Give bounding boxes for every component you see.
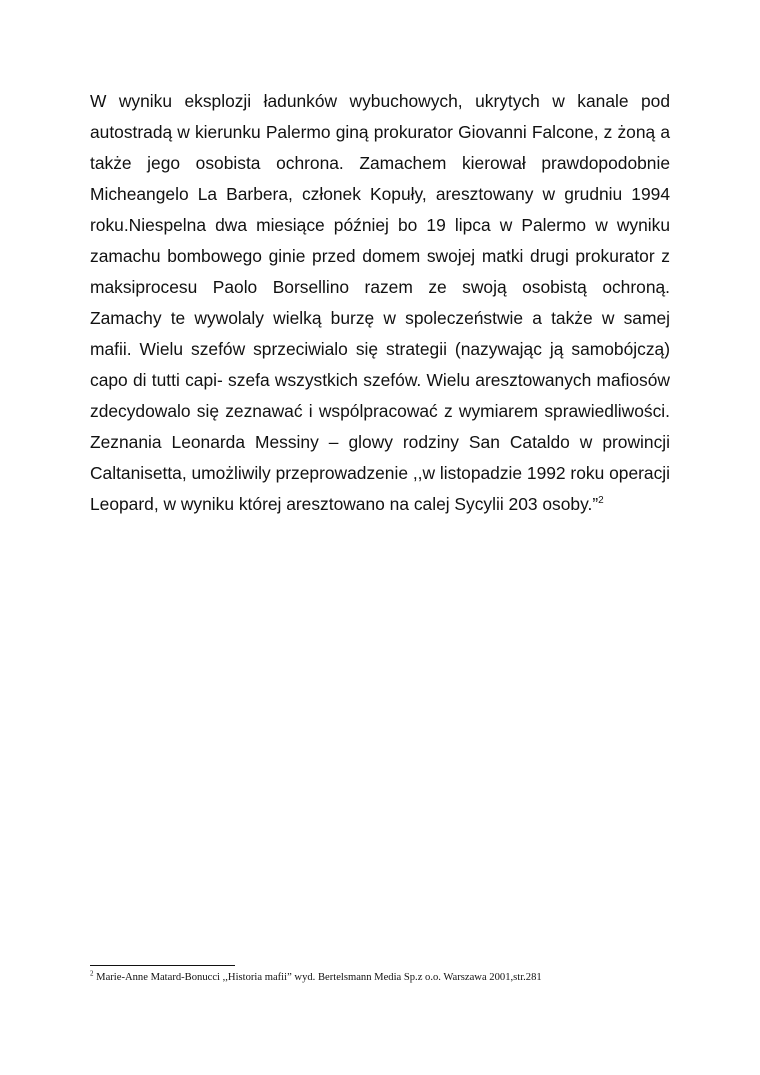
footnote-text: Marie-Anne Matard-Bonucci ,,Historia mafii” wyd. Bertelsmann Media Sp.z o.o. Warszawa 2001,str.281 (93, 972, 542, 983)
footnote (90, 970, 690, 986)
paragraph-text: W wyniku eksplozji ładunków wybuchowych, ukrytych w kanale pod autostradą w kierunku Palermo giną prokurator Giovanni Falcone, z żoną a także jego osobista ochrona. Zamachem kierował prawdopodobnie Micheangelo La Barbera, członek Kopuły, aresztowany w grudniu 1994 roku.Niespelna dwa miesiące później bo 19 lipca w Palermo w wyniku zamachu bombowego ginie przed domem swojej matki drugi prokurator z maksiprocesu Paolo Borsellino razem ze swoją osobistą ochroną. Zamachy te wywolaly wielką burzę w spoleczeństwie a także w samej mafii. Wielu szefów sprzeciwialo się strategii (nazywając ją samobójczą) capo di tutti capi- szefa wszystkich szefów. Wielu aresztowanych mafiosów zdecydowalo się zeznawać i wspólpracować z wymiarem sprawiedliwości. Zeznania Leonarda Messiny – glowy rodziny San Cataldo w prowincji Caltanisetta, umożliwily przeprowadzenie ,,w listopadzie 1992 roku operacji Leopard, w wyniku której aresztowano na calej Sycylii 203 osoby.” (90, 91, 670, 514)
footnote-separator (90, 965, 235, 966)
body-paragraph (90, 86, 670, 520)
footnote-reference: 2 (598, 495, 604, 507)
footnote-number: 2 (90, 969, 94, 978)
